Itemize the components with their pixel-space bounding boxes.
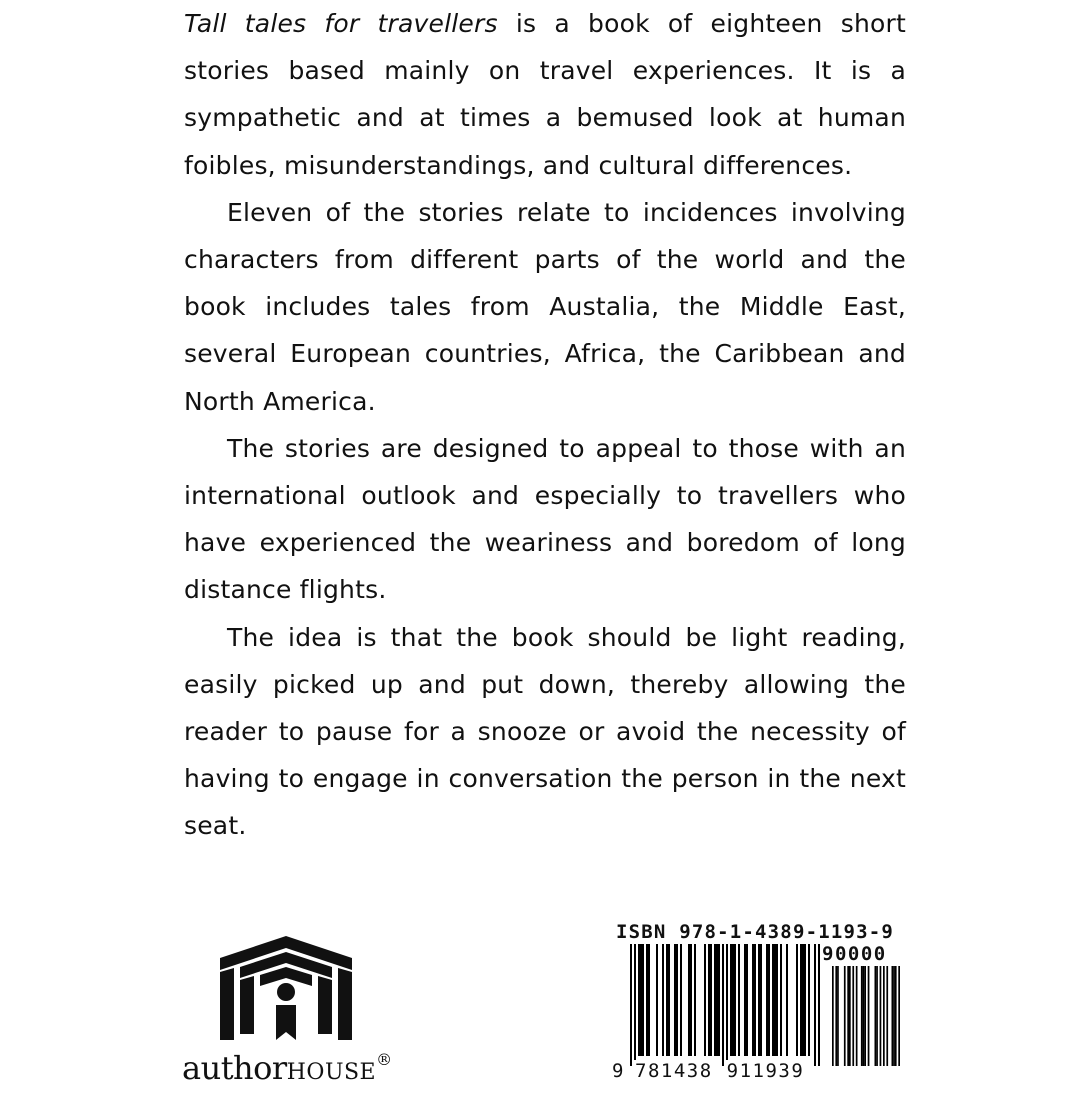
barcode-bar <box>662 944 664 1056</box>
barcode-bar <box>642 944 644 1056</box>
price-addon-number: 90000 <box>822 943 887 965</box>
barcode-bar <box>760 944 762 1056</box>
barcode-bar <box>752 944 754 1056</box>
addon-bar <box>898 966 900 1066</box>
barcode-bar <box>640 944 642 1056</box>
registered-mark: ® <box>376 1050 392 1069</box>
ean-first-digit: 9 <box>612 1060 624 1082</box>
addon-bar <box>892 966 894 1066</box>
blurb-paragraph-1 <box>184 0 906 189</box>
addon-bar <box>883 966 885 1066</box>
barcode-bar <box>780 944 782 1056</box>
barcode-bar <box>634 944 636 1066</box>
barcode-bar <box>676 944 678 1056</box>
barcode-bar <box>758 944 760 1056</box>
publisher-name-part2: HOUSE <box>286 1060 377 1085</box>
authorhouse-logo-icon <box>220 930 352 1040</box>
barcode-bar <box>704 944 706 1056</box>
addon-bar <box>844 966 846 1066</box>
book-title: Tall tales for travellers <box>184 9 498 38</box>
barcode-bar <box>746 944 748 1056</box>
barcode-bar <box>774 944 776 1056</box>
barcode-bar <box>726 944 728 1066</box>
addon-bar <box>864 966 866 1066</box>
addon-bar <box>832 966 834 1066</box>
barcode-bar <box>776 944 778 1056</box>
addon-bar <box>880 966 882 1066</box>
barcode-bar <box>768 944 770 1056</box>
blurb-paragraph-1-text: is a book of eighteen short stories based mainly on travel experiences. It is a sympathetic and at times a bemused look at human foibles, misunderstandings, and cultural differences. <box>184 9 906 180</box>
addon-bar <box>856 966 858 1066</box>
ean-right-group: 911939 <box>726 1060 805 1082</box>
barcode-bar <box>754 944 756 1056</box>
addon-bar <box>852 966 854 1066</box>
barcode-bar <box>804 944 806 1056</box>
barcode-bar <box>668 944 670 1056</box>
barcode-bar <box>766 944 768 1056</box>
barcode-bar <box>808 944 810 1056</box>
barcode-bar <box>630 944 632 1066</box>
addon-bar <box>875 966 877 1066</box>
publisher-name <box>182 1040 392 1093</box>
publisher-logo <box>182 930 422 1087</box>
blurb-paragraph-2: Eleven of the stories relate to incidences involving characters from different parts of the world and the book includes tales from Austalia, the Middle East, several European countries, Africa, the Caribbean and North America. <box>184 197 906 416</box>
barcode-bar <box>716 944 718 1056</box>
addon-bar <box>876 966 878 1066</box>
publisher-name-part1: author <box>182 1049 287 1087</box>
ean-number <box>612 1060 805 1082</box>
barcode-bar <box>638 944 640 1056</box>
barcode-bar <box>674 944 676 1056</box>
barcode-bar <box>738 944 740 1056</box>
addon-bar <box>837 966 839 1066</box>
barcode-bar <box>708 944 710 1056</box>
barcode-bar <box>680 944 682 1056</box>
barcode-bar <box>802 944 804 1056</box>
addon-bar <box>835 966 837 1066</box>
barcode-bar <box>818 944 820 1066</box>
barcode-bar <box>814 944 816 1066</box>
barcode-bar <box>714 944 716 1056</box>
barcode-bar <box>690 944 692 1056</box>
blurb-paragraph-4: The idea is that the book should be light reading, easily picked up and put down, thereby allowing the reader to pause for a snooze or avoid the necessity of having to engage in conversation the person in the next seat. <box>184 622 906 841</box>
barcode-bar <box>730 944 732 1056</box>
isbn-barcode <box>612 920 904 1085</box>
addon-bar <box>863 966 865 1066</box>
barcode-bar <box>744 944 746 1056</box>
back-cover-blurb <box>184 0 906 850</box>
barcode-bar <box>734 944 736 1056</box>
addon-bar <box>895 966 897 1066</box>
barcode-bar <box>648 944 650 1056</box>
barcode-bar <box>722 944 724 1066</box>
blurb-paragraph-3: The stories are designed to appeal to those with an international outlook and especially to travellers who have experienced the weariness and boredom of long distance flights. <box>184 433 906 605</box>
barcode-bar <box>772 944 774 1056</box>
barcode-bar <box>786 944 788 1056</box>
barcode-bar <box>656 944 658 1056</box>
addon-bar <box>886 966 888 1066</box>
addon-bar <box>849 966 851 1066</box>
barcode-bar <box>694 944 696 1056</box>
barcode-bar <box>800 944 802 1056</box>
barcode-bar <box>688 944 690 1056</box>
addon-bar <box>861 966 863 1066</box>
barcode-bar <box>732 944 734 1056</box>
addon-bar <box>893 966 895 1066</box>
addon-bar <box>868 966 870 1066</box>
isbn-label: ISBN 978-1-4389-1193-9 <box>616 921 895 943</box>
barcode-bar <box>796 944 798 1056</box>
barcode-bar <box>646 944 648 1056</box>
ean-left-group: 781438 <box>635 1060 713 1082</box>
barcode-bar <box>666 944 668 1056</box>
addon-bar <box>847 966 849 1066</box>
barcode-bar <box>718 944 720 1056</box>
barcode-bar <box>710 944 712 1056</box>
